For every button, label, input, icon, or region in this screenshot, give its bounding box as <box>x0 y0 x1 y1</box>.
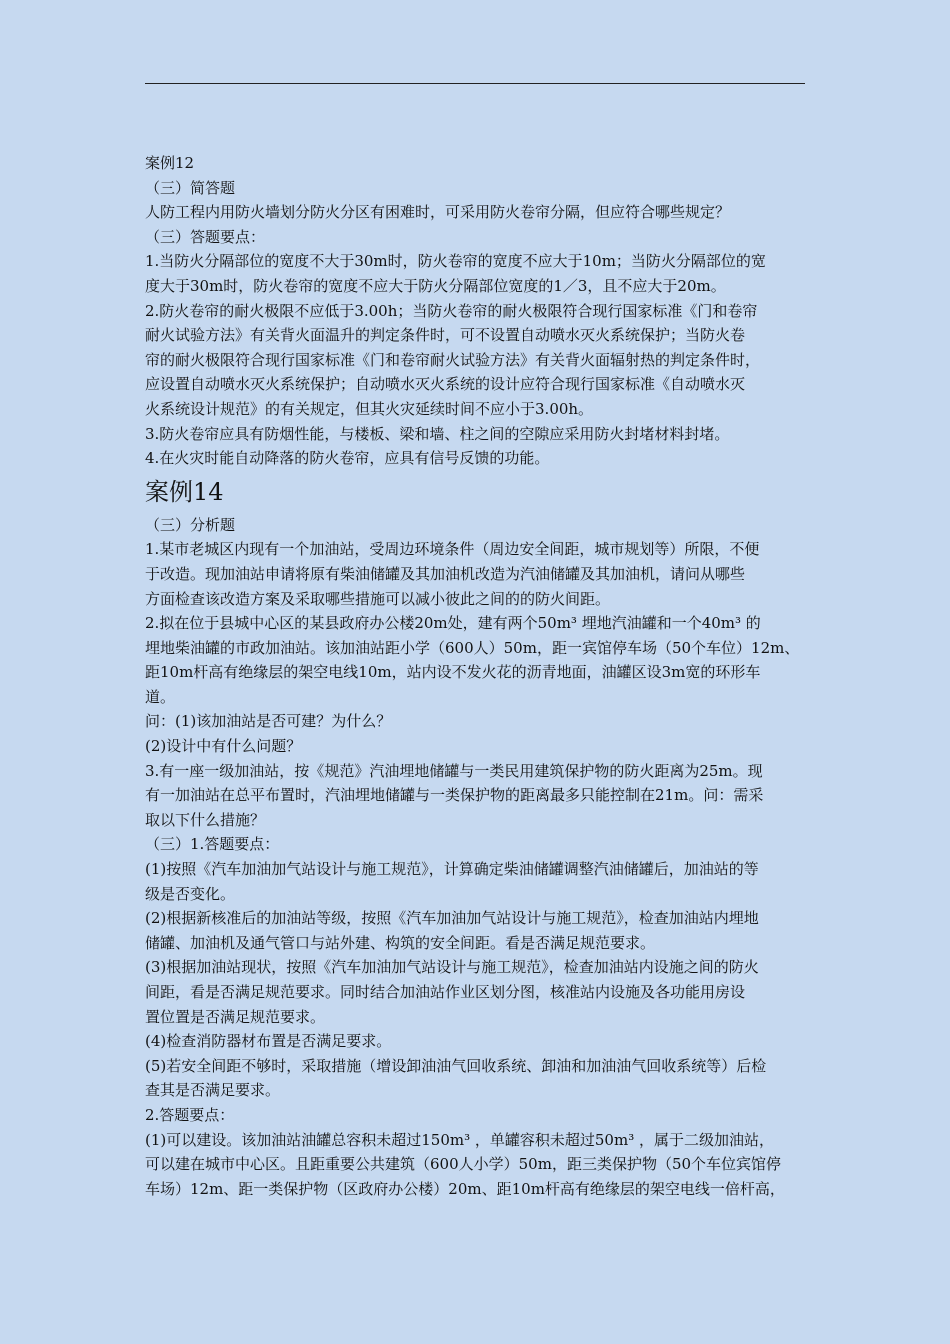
text-line: 储罐、加油机及通气管口与站外建、构筑的安全间距。看是否满足规范要求。 <box>145 933 656 952</box>
case14-title: 案例14 <box>145 477 224 506</box>
text-line: 埋地柴油罐的市政加油站。该加油站距小学（600人）50m，距一宾馆停车场（50个车位）12m、 <box>145 638 800 657</box>
text-line: (2)根据新核准后的加油站等级，按照《汽车加油加气站设计与施工规范》，检查加油站内埋地 <box>145 909 759 928</box>
text-line: 车场）12m、距一类保护物（区政府办公楼）20m、距10m杆高有绝缘层的架空电线一倍杆高， <box>145 1179 785 1198</box>
case12-section-heading: （三）简答题 <box>145 178 236 197</box>
case14-answer-1-4 <box>145 1029 813 1054</box>
text-line: (5)若安全间距不够时，采取措施（增设卸油油气回收系统、卸油和加油油气回收系统等）后检 <box>145 1056 767 1075</box>
case14-question-2-ask-2 <box>145 734 813 759</box>
case12-question: 人防工程内用防火墙划分防火分区有困难时，可采用防火卷帘分隔，但应符合哪些规定？ <box>145 203 731 222</box>
text-line: 于改造。现加油站申请将原有柴油储罐及其加油机改造为汽油储罐及其加油机，请问从哪些 <box>145 564 746 583</box>
text-line: (1)按照《汽车加油加气站设计与施工规范》，计算确定柴油储罐调整汽油储罐后，加油站的等 <box>145 860 759 879</box>
case14-answer-heading-1: （三）1.答题要点： <box>145 835 280 854</box>
case14-answer-1-2 <box>145 906 813 955</box>
text-line: 间距，看是否满足规范要求。同时结合加油站作业区划分图，核准站内设施及各功能用房设 <box>145 983 746 1001</box>
case14-question-3 <box>145 759 813 833</box>
text-line: (3)根据加油站现状，按照《汽车加油加气站设计与施工规范》，检查加油站内设施之间的防火 <box>145 958 759 977</box>
text-line: 火系统设计规范》的有关规定，但其火灾延续时间不应小于3.00h。 <box>145 399 594 418</box>
case12-answer-2 <box>145 299 813 422</box>
text-line: 取以下什么措施？ <box>145 810 266 829</box>
text-line: 2.拟在位于县城中心区的某县政府办公楼20m处，建有两个50m³ 埋地汽油罐和一个40m³ 的 <box>145 614 761 633</box>
case14-section-heading: （三）分析题 <box>145 515 236 534</box>
text-line: 距10m杆高有绝缘层的架空电线10m，站内设不发火花的沥青地面，油罐区设3m宽的环形车 <box>145 663 761 682</box>
text-line: (4)检查消防器材布置是否满足要求。 <box>145 1032 392 1051</box>
case12-answer-heading: （三）答题要点： <box>145 227 266 246</box>
text-line: 问：(1)该加油站是否可建？为什么？ <box>145 712 392 731</box>
case14-question-2-ask-1 <box>145 709 813 734</box>
text-line: 置位置是否满足规范要求。 <box>145 1007 326 1026</box>
text-line: 级是否变化。 <box>145 884 236 903</box>
header-rule <box>145 83 805 84</box>
text-line: 有一加油站在总平布置时，汽油埋地储罐与一类保护物的距离最多只能控制在21m。问：需采 <box>145 786 764 805</box>
text-line: (1)可以建设。该加油站油罐总容积未超过150m³ ，单罐容积未超过50m³ ，属于二级加油站， <box>145 1130 774 1149</box>
case14-answer-1-1 <box>145 857 813 906</box>
text-line: 可以建在城市中心区。且距重要公共建筑（600人小学）50m，距三类保护物（50个车位宾馆停 <box>145 1155 782 1174</box>
case14-answer-1-3 <box>145 955 813 1029</box>
case12-answer-1 <box>145 249 813 298</box>
text-line: 4.在火灾时能自动降落的防火卷帘，应具有信号反馈的功能。 <box>145 449 550 468</box>
text-line: 应设置自动喷水灭火系统保护；自动喷水灭火系统的设计应符合现行国家标准《自动喷水灭 <box>145 375 746 394</box>
text-line: 3.有一座一级加油站，按《规范》汽油埋地储罐与一类民用建筑保护物的防火距离为25m。现 <box>145 761 763 780</box>
text-line: 耐火试验方法》有关背火面温升的判定条件时，可不设置自动喷水灭火系统保护；当防火卷 <box>145 326 746 345</box>
case12-answer-4 <box>145 446 813 471</box>
text-line: (2)设计中有什么问题？ <box>145 737 302 756</box>
text-line: 方面检查该改造方案及采取哪些措施可以减小彼此之间的的防火间距。 <box>145 589 611 608</box>
case14-question-2 <box>145 611 813 709</box>
text-line: 1.某市老城区内现有一个加油站，受周边环境条件（周边安全间距，城市规划等）所限，不便 <box>145 540 760 559</box>
text-line: 1.当防火分隔部位的宽度不大于30m时，防火卷帘的宽度不应大于10m；当防火分隔部位的宽 <box>145 252 766 271</box>
case14-answer-1-5 <box>145 1054 813 1103</box>
document-body <box>145 151 813 1201</box>
text-line: 度大于30m时，防火卷帘的宽度不应大于防火分隔部位宽度的1／3，且不应大于20m。 <box>145 276 726 295</box>
text-line: 3.防火卷帘应具有防烟性能，与楼板、梁和墙、柱之间的空隙应采用防火封堵材料封堵。 <box>145 424 730 443</box>
case14-answer-2-1 <box>145 1128 813 1202</box>
case14-answer-heading-2: 2.答题要点： <box>145 1105 235 1124</box>
text-line: 帘的耐火极限符合现行国家标准《门和卷帘耐火试验方法》有关背火面辐射热的判定条件时， <box>145 350 761 369</box>
text-line: 2.防火卷帘的耐火极限不应低于3.00h；当防火卷帘的耐火极限符合现行国家标准《门和卷帘 <box>145 301 758 320</box>
case12-label: 案例12 <box>145 154 195 172</box>
text-line: 查其是否满足要求。 <box>145 1081 281 1100</box>
text-line: 道。 <box>145 687 176 706</box>
case12-answer-3 <box>145 422 813 447</box>
case14-question-1 <box>145 537 813 611</box>
